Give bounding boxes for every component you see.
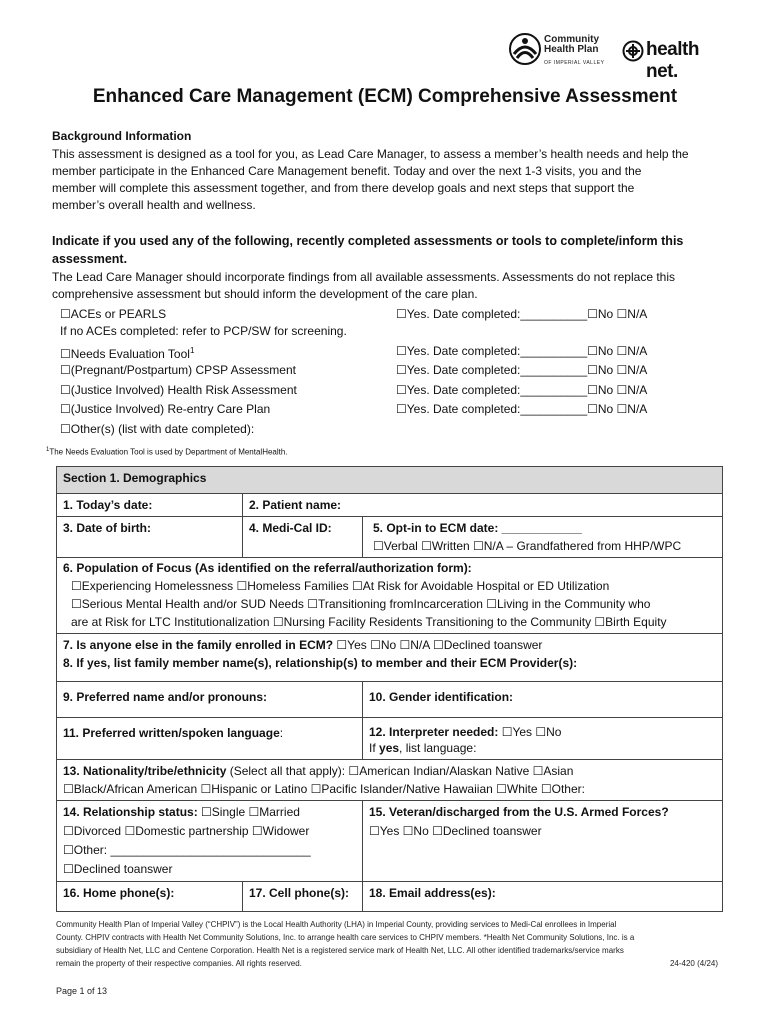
- community-health-plan-logo-icon: [508, 32, 542, 66]
- legal-footer: Community Health Plan of Imperial Valley (“CHPIV”) is the Local Health Authority (LHA) in Imperial County, providing services to Medi-Cal enrollees in Imperial County. CHPIV contracts with Health Net Community Solutions, Inc. to arrange health care services to CHPIV members. *Health Net Community Solutions, Inc. is a subsidiary of Health Net, LLC and Centene Corporation. Health Net is a registered service mark of Health Net, LLC. All other identified trademarks/service marks remain the property of their respective companies. All rights reserved. 24-420 (4/24): [56, 920, 718, 968]
- indicate-instructions: The Lead Care Manager should incorporate findings from all available assessments. Assessments do not replace this comprehensive assessment but should inform the development of the care plan.: [52, 270, 675, 301]
- assessment-needs-eval-label[interactable]: ☐Needs Evaluation Tool$^1$: [60, 346, 195, 361]
- aces-referral-note: If no ACEs completed: refer to PCP/SW for screening.: [60, 324, 347, 338]
- chp-logo-text: Community Health Plan: [544, 34, 599, 55]
- cell-phone-field[interactable]: 17. Cell phone(s):: [243, 882, 363, 912]
- interpreter-needed-field[interactable]: 12. Interpreter needed: ☐Yes ☐No If yes, list language:: [363, 718, 723, 760]
- home-phone-field[interactable]: 16. Home phone(s):: [57, 882, 243, 912]
- assessment-cpsp-status[interactable]: ☐Yes. Date completed:__________☐No ☐N/A: [396, 363, 648, 377]
- assessment-hra-status[interactable]: ☐Yes. Date completed:__________☐No ☐N/A: [396, 383, 648, 397]
- assessment-cpsp-label[interactable]: ☐(Pregnant/Postpartum) CPSP Assessment: [60, 363, 296, 377]
- health-net-logo-icon: [622, 40, 644, 62]
- nationality-ethnicity-field[interactable]: 13. Nationality/tribe/ethnicity (Select all that apply): ☐American Indian/Alaskan Native ☐Asian ☐Black/African American ☐Hispanic or Latino ☐Pacific Islander/Native Hawaiian ☐White ☐Other:: [57, 760, 723, 801]
- chp-logo-subtitle: OF IMPERIAL VALLEY: [544, 60, 605, 66]
- assessment-reentry-status[interactable]: ☐Yes. Date completed:__________☐No ☐N/A: [396, 402, 648, 416]
- opt-in-ecm-field[interactable]: 5. Opt-in to ECM date: ____________ ☐Verbal ☐Written ☐N/A – Grandfathered from HHP/WPC: [363, 517, 723, 558]
- document-title: Enhanced Care Management (ECM) Comprehensive Assessment: [92, 86, 678, 107]
- family-ecm-field[interactable]: 7. Is anyone else in the family enrolled in ECM? ☐Yes ☐No ☐N/A ☐Declined toanswer 8. If yes, list family member name(s), relationship(s) to member and their ECM Provider(s):: [57, 634, 723, 682]
- patient-name-field[interactable]: 2. Patient name:: [243, 494, 723, 517]
- background-text: This assessment is designed as a tool for you, as Lead Care Manager, to assess a member’s health needs and help the member participate in the Enhanced Care Management benefit. Today and over the next 1-3 visits, you and the member will complete this assessment together, and from there develop goals and next steps that support the member’s overall health and wellness.: [52, 147, 689, 212]
- indicate-heading: Indicate if you used any of the following, recently completed assessments or tools to complete/inform this assessment.: [52, 234, 684, 266]
- demographics-form: [56, 466, 723, 912]
- header-logos: [508, 30, 728, 82]
- medi-cal-id-field[interactable]: 4. Medi-Cal ID:: [243, 517, 363, 558]
- preferred-name-field[interactable]: 9. Preferred name and/or pronouns:: [57, 682, 363, 718]
- todays-date-field[interactable]: 1. Today’s date:: [57, 494, 243, 517]
- gender-identification-field[interactable]: 10. Gender identification:: [363, 682, 723, 718]
- background-heading: Background Information: [52, 129, 192, 143]
- section-1-heading: Section 1. Demographics: [57, 467, 723, 494]
- health-net-logo-text: health net.: [646, 39, 699, 82]
- footnote: $^1$The Needs Evaluation Tool is used by Department of MentalHealth.: [46, 447, 288, 457]
- assessment-other-label[interactable]: ☐Other(s) (list with date completed):: [60, 422, 255, 436]
- page-number: Page 1 of 13: [56, 986, 108, 996]
- assessment-hra-label[interactable]: ☐(Justice Involved) Health Risk Assessment: [60, 383, 297, 397]
- relationship-status-field[interactable]: 14. Relationship status: ☐Single ☐Married ☐Divorced ☐Domestic partnership ☐Widower ☐Other: ______________________________ ☐Declined toanswer: [57, 801, 363, 882]
- assessment-aces-status[interactable]: ☐Yes. Date completed:__________☐No ☐N/A: [396, 307, 648, 321]
- email-address-field[interactable]: 18. Email address(es):: [363, 882, 723, 912]
- preferred-language-field[interactable]: 11. Preferred written/spoken language:: [57, 718, 363, 760]
- assessment-reentry-label[interactable]: ☐(Justice Involved) Re-entry Care Plan: [60, 402, 271, 416]
- assessment-needs-eval-status[interactable]: ☐Yes. Date completed:__________☐No ☐N/A: [396, 344, 648, 358]
- date-of-birth-field[interactable]: 3. Date of birth:: [57, 517, 243, 558]
- population-of-focus-field[interactable]: 6. Population of Focus (As identified on the referral/authorization form): ☐Experiencing Homelessness ☐Homeless Families ☐At Risk for Avoidable Hospital or ED Utilization ☐Serious Mental Health and/or SUD Needs ☐Transitioning fromIncarceration ☐Living in the Community who are at Risk for LTC Institutionalization ☐Nursing Facility Residents Transitioning to the Community ☐Birth Equity: [57, 558, 723, 634]
- veteran-status-field[interactable]: 15. Veteran/discharged from the U.S. Armed Forces? ☐Yes ☐No ☐Declined toanswer: [363, 801, 723, 882]
- assessment-aces-label[interactable]: ☐ACEs or PEARLS: [60, 307, 167, 321]
- form-code: 24-420 (4/24): [669, 959, 718, 968]
